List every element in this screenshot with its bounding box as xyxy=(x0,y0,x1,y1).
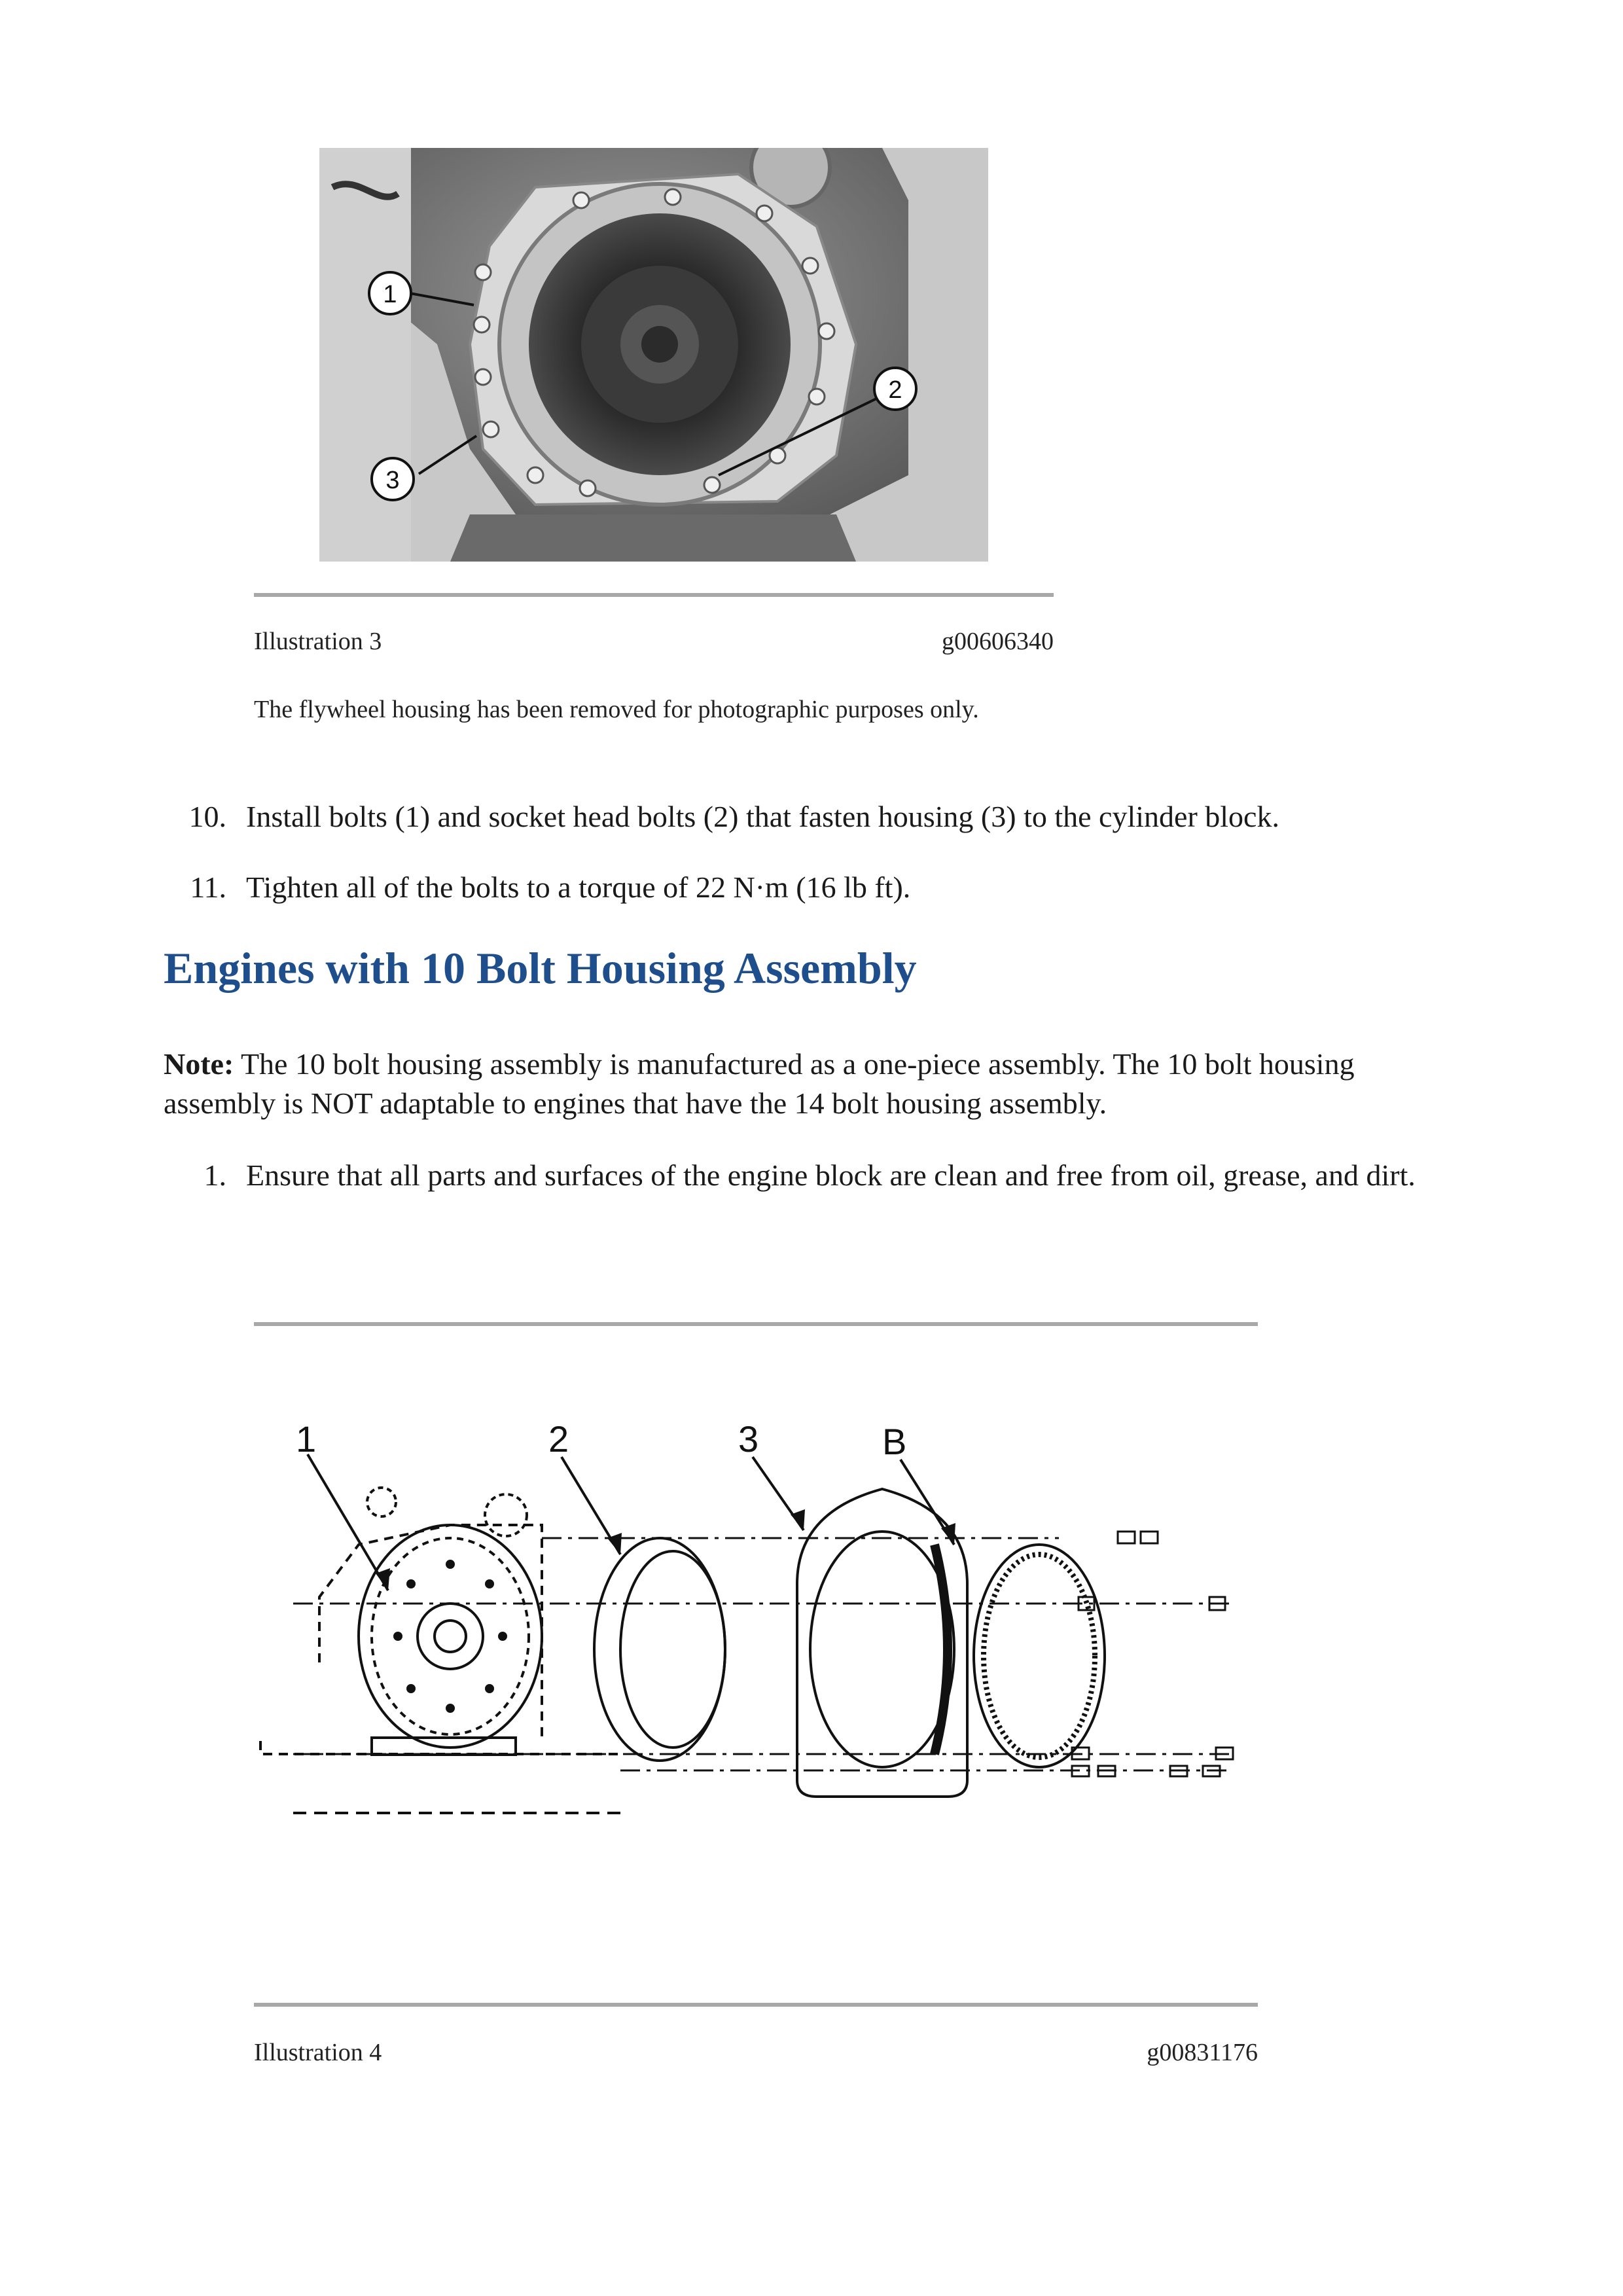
svg-text:3: 3 xyxy=(385,467,400,494)
illustration-4-drawing xyxy=(254,1414,1262,1846)
step-number: 10. xyxy=(188,800,226,833)
illustration-4-bottom-rule xyxy=(254,2003,1258,2007)
illustration-3-note: The flywheel housing has been removed for photographic purposes only. xyxy=(254,696,979,723)
illustration-4-top-rule xyxy=(254,1322,1258,1326)
step-number: 11. xyxy=(190,870,226,904)
illustration-3-photo xyxy=(319,148,988,562)
svg-text:1: 1 xyxy=(383,281,397,308)
step-number: 1. xyxy=(204,1158,226,1192)
illustration-3-callout-3 xyxy=(372,458,414,500)
step-text: Ensure that all parts and surfaces of the engine block are clean and free from oil, grease, and dirt. xyxy=(246,1158,1416,1192)
section-heading: Engines with 10 Bolt Housing Assembly xyxy=(164,943,917,993)
step-text: Tighten all of the bolts to a torque of 22 N·m (16 lb ft). xyxy=(246,870,911,904)
illustration-3-rule xyxy=(254,593,1054,597)
svg-text:2: 2 xyxy=(888,376,902,404)
illustration-4-code: g00831176 xyxy=(1147,2039,1258,2066)
illustration-4-callout-b: B xyxy=(882,1421,907,1462)
step-text: Install bolts (1) and socket head bolts (2) that fasten housing (3) to the cylinder block. xyxy=(246,800,1279,833)
illustration-4-callout-2: 2 xyxy=(548,1418,569,1460)
note-text: The 10 bolt housing assembly is manufactured as a one-piece assembly. The 10 bolt housing assembly is NOT adaptable to engines that have the 14 bolt housing assembly. xyxy=(164,1047,1355,1120)
illustration-3-callout-2 xyxy=(874,368,916,410)
illustration-4-callout-1: 1 xyxy=(296,1418,317,1460)
illustration-3-callout-1 xyxy=(369,272,411,314)
illustration-4-callout-3: 3 xyxy=(738,1418,759,1460)
illustration-3-label: Illustration 3 xyxy=(254,628,382,655)
illustration-3-code: g00606340 xyxy=(942,628,1054,655)
note-label: Note: xyxy=(164,1047,234,1081)
note-paragraph xyxy=(164,1045,1407,1123)
illustration-4-label: Illustration 4 xyxy=(254,2039,382,2066)
